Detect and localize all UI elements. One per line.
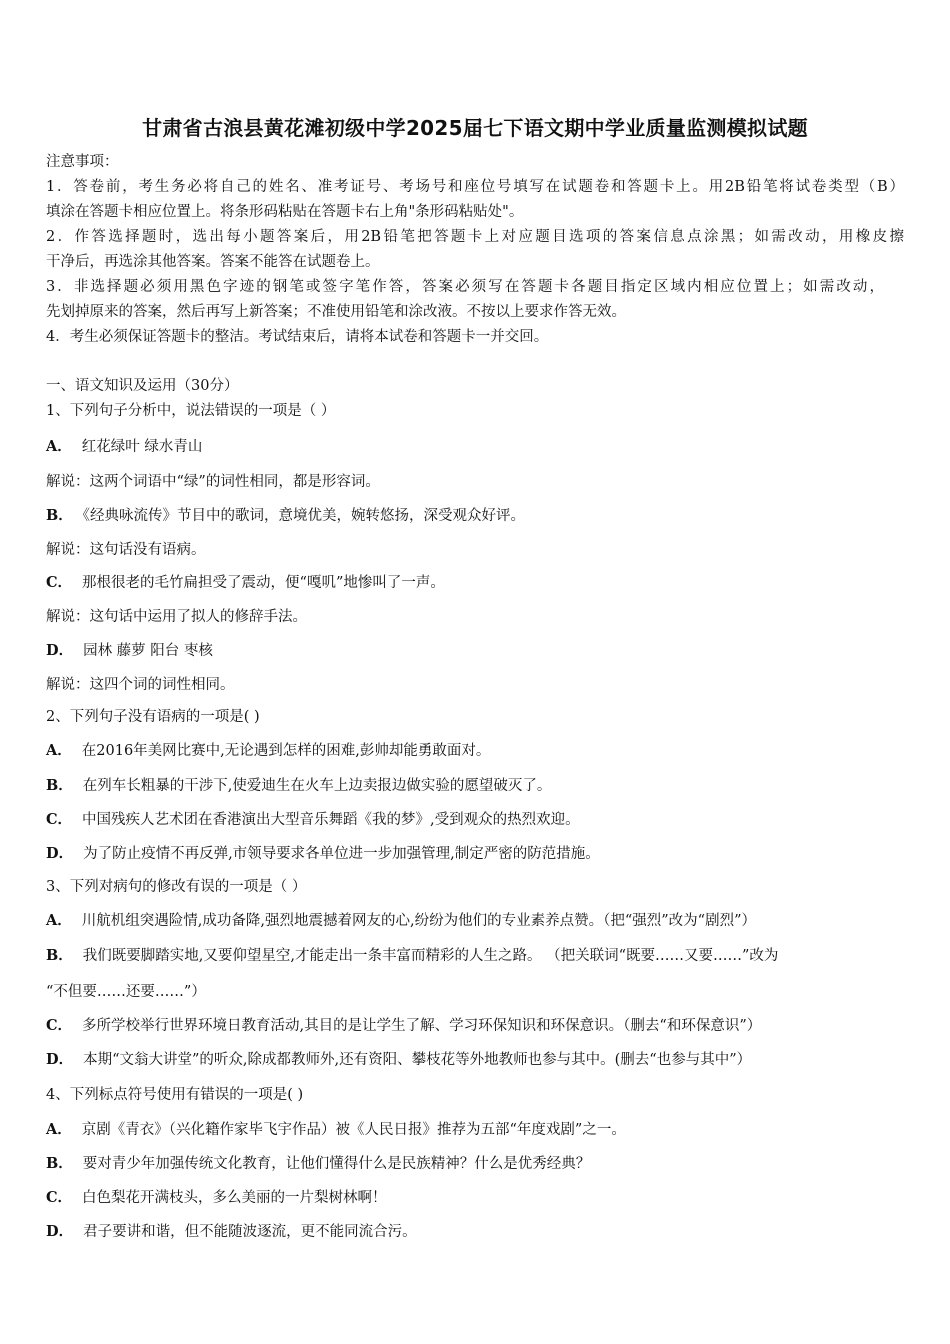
option-text: 红花绿叶 绿水青山 — [81, 439, 203, 455]
question-1-stem: 1、下列句子分析中，说法错误的一项是（ ） — [46, 403, 336, 419]
question-4-stem: 4、下列标点符号使用有错误的一项是( ) — [46, 1087, 304, 1103]
q4-option-c — [46, 1188, 387, 1208]
q2-option-a — [46, 741, 490, 761]
option-label: D． — [46, 1051, 74, 1068]
q3-option-d — [46, 1050, 751, 1070]
option-text: 我们既要脚踏实地,又要仰望星空,才能走出一条丰富而精彩的人生之路。 （把关联词“既要……又要……”改为 — [82, 948, 779, 964]
q1-option-b — [46, 506, 525, 526]
option-label: A． — [46, 912, 72, 929]
option-label: C． — [46, 811, 73, 828]
q1-note-d: 解说：这四个词的词性相同。 — [46, 677, 235, 693]
q1-note-a: 解说：这两个词语中“绿”的词性相同，都是形容词。 — [46, 474, 380, 490]
option-label: B． — [46, 1155, 73, 1172]
q3-option-b — [46, 946, 778, 966]
q2-option-b — [46, 776, 551, 796]
option-label: C． — [46, 1017, 73, 1034]
q2-option-c — [46, 810, 580, 830]
notice-line: 4．考生必须保证答题卡的整洁。考试结束后，请将本试卷和答题卡一并交回。 — [46, 329, 549, 345]
option-label: A． — [46, 438, 72, 455]
q3-option-b-cont: “不但要……还要……”） — [46, 984, 206, 1000]
notice-line: 2．作答选择题时，选出每小题答案后，用2B铅笔把答题卡上对应题目选项的答案信息点涂黑；如需改动，用橡皮擦 — [46, 229, 904, 245]
notice-line: 填涂在答题卡相应位置上。将条形码粘贴在答题卡右上角"条形码粘贴处"。 — [46, 204, 524, 220]
section-heading: 一、语文知识及运用（30分） — [46, 378, 239, 394]
q1-option-d — [46, 641, 213, 661]
option-label: D． — [46, 845, 74, 862]
option-text: 京剧《青衣》（兴化籍作家毕飞宇作品）被《人民日报》推荐为五部“年度戏剧”之一。 — [81, 1122, 626, 1138]
option-text: 为了防止疫情不再反弹,市领导要求各单位进一步加强管理,制定严密的防范措施。 — [83, 846, 600, 862]
q1-option-c — [46, 573, 445, 593]
q1-option-a — [46, 437, 202, 457]
exam-title: 甘肃省古浪县黄花滩初级中学2025届七下语文期中学业质量监测模拟试题 — [142, 116, 808, 140]
q4-option-d — [46, 1222, 417, 1242]
option-label: C． — [46, 574, 73, 591]
notice-line: 干净后，再选涂其他答案。答案不能答在试题卷上。 — [46, 254, 380, 270]
option-text: 那根很老的毛竹扁担受了震动，便“嘎叽”地惨叫了一声。 — [82, 575, 445, 591]
option-label: B． — [46, 947, 73, 964]
q4-option-b — [46, 1154, 590, 1174]
option-text: 在2016年美网比赛中,无论遇到怎样的困难,彭帅却能勇敢面对。 — [81, 743, 491, 759]
option-label: B． — [46, 507, 73, 524]
option-text: 本期“文翁大讲堂”的听众,除成都教师外,还有资阳、攀枝花等外地教师也参与其中。(删去“也参与其中”） — [83, 1052, 752, 1068]
q2-option-d — [46, 844, 600, 864]
option-text: 中国残疾人艺术团在香港演出大型音乐舞蹈《我的梦》,受到观众的热烈欢迎。 — [82, 812, 580, 828]
q4-option-a — [46, 1120, 626, 1140]
option-text: 要对青少年加强传统文化教育，让他们懂得什么是民族精神？什么是优秀经典？ — [82, 1156, 591, 1172]
option-text: 在列车长粗暴的干涉下,使爱迪生在火车上边卖报边做实验的愿望破灭了。 — [82, 778, 552, 794]
option-label: B． — [46, 777, 73, 794]
option-label: A． — [46, 742, 72, 759]
option-label: D． — [46, 1223, 74, 1240]
notice-line: 先划掉原来的答案，然后再写上新答案；不准使用铅笔和涂改液。不按以上要求作答无效。 — [46, 304, 626, 320]
q1-note-c: 解说：这句话中运用了拟人的修辞手法。 — [46, 609, 307, 625]
option-text: 《经典咏流传》节目中的歌词，意境优美，婉转悠扬，深受观众好评。 — [82, 508, 526, 524]
q3-option-c — [46, 1016, 761, 1036]
option-label: A． — [46, 1121, 72, 1138]
notice-heading: 注意事项： — [46, 154, 119, 170]
question-3-stem: 3、下列对病句的修改有误的一项是（ ） — [46, 879, 307, 895]
option-text: 园林 藤萝 阳台 枣核 — [83, 643, 213, 659]
question-2-stem: 2、下列句子没有语病的一项是( ) — [46, 709, 260, 725]
q3-option-a — [46, 911, 756, 931]
option-text: 多所学校举行世界环境日教育活动,其目的是让学生了解、学习环保知识和环保意识。（删去“和环保意识”） — [82, 1018, 762, 1034]
notice-line: 1．答卷前，考生务必将自己的姓名、准考证号、考场号和座位号填写在试题卷和答题卡上。用2B铅笔将试卷类型（B） — [46, 179, 904, 195]
option-text: 白色梨花开满枝头，多么美丽的一片梨树林啊！ — [82, 1190, 387, 1206]
option-text: 川航机组突遇险情,成功备降,强烈地震撼着网友的心,纷纷为他们的专业素养点赞。（把“强烈”改为“剧烈”） — [81, 913, 756, 929]
notice-line: 3．非选择题必须用黑色字迹的钢笔或签字笔作答，答案必须写在答题卡各题目指定区域内相应位置上；如需改动， — [46, 279, 884, 295]
option-text: 君子要讲和谐，但不能随波逐流，更不能同流合污。 — [83, 1224, 417, 1240]
option-label: C． — [46, 1189, 73, 1206]
q1-note-b: 解说：这句话没有语病。 — [46, 542, 206, 558]
option-label: D． — [46, 642, 74, 659]
